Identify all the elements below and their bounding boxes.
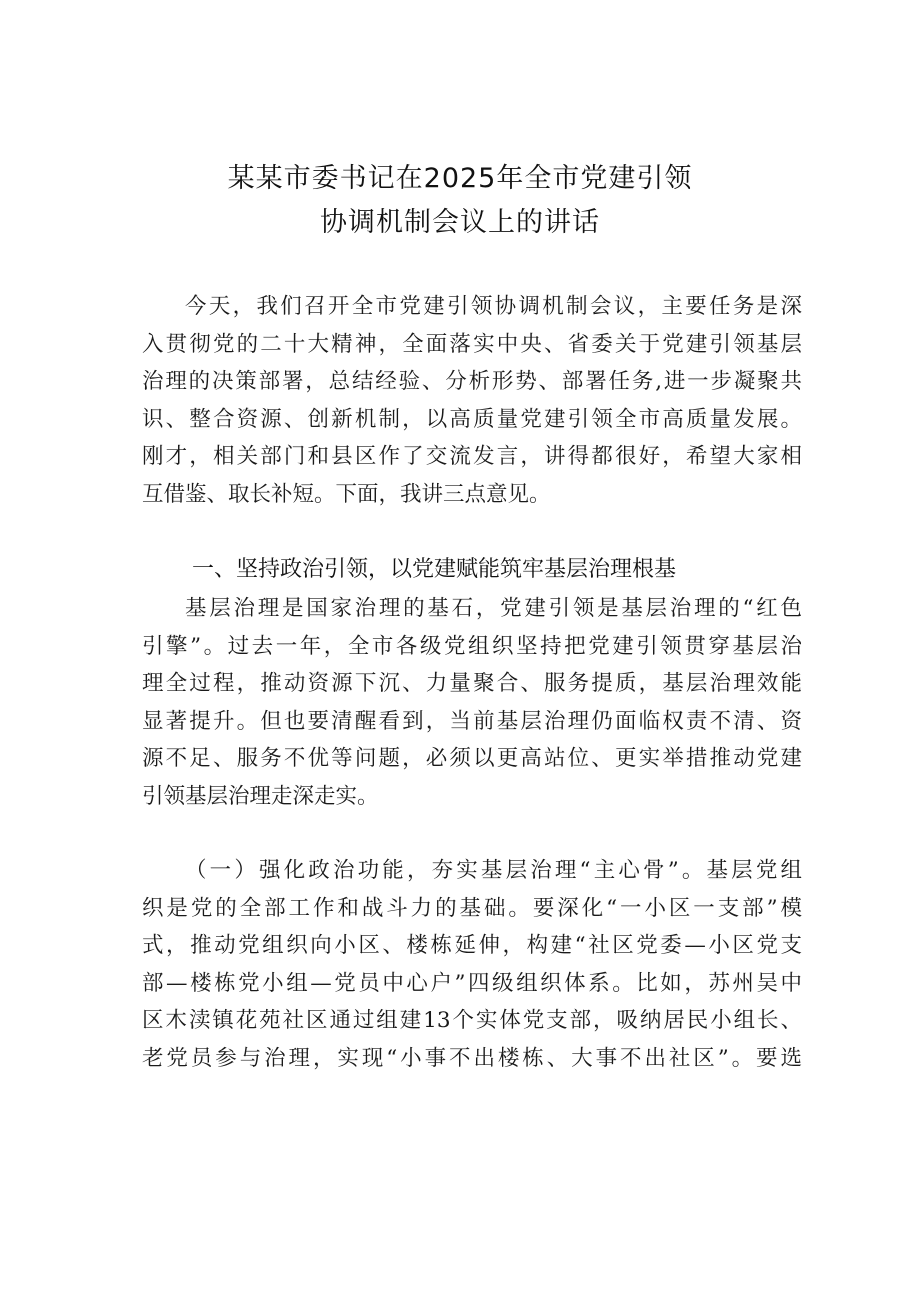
paragraph-line: 入贯彻党的二十大精神，全面落实中央、省委关于党建引领基层 [142,331,802,357]
paragraph-opening [142,288,802,513]
paragraph-line: 基层治理是国家治理的基石，党建引领是基层治理的“红色 [185,596,802,621]
paragraph-line: 式，推动党组织向小区、楼栋延伸，构建“社区党委—小区党支 [142,933,802,958]
paragraph-line: 理全过程，推动资源下沉、力量聚合、服务提质，基层治理效能 [142,671,802,696]
paragraph-line: 部—楼栋党小组—党员中心户”四级组织体系。比如，苏州吴中 [142,970,802,996]
paragraph-line: 识、整合资源、创新机制，以高质量党建引领全市高质量发展。 [142,406,802,432]
paragraph-subsection-1 [142,852,802,1077]
paragraph-line: 引领基层治理走深走实。 [142,783,379,809]
paragraph-line: 显著提升。但也要清醒看到，当前基层治理仍面临权责不清、资 [142,708,802,734]
paragraph-line: 织是党的全部工作和战斗力的基础。要深化“一小区一支部”模 [142,895,802,921]
document-title-line-1: 某某市委书记在2025年全市党建引领 [227,163,693,194]
paragraph-line: 老党员参与治理，实现“小事不出楼栋、大事不出社区”。要选 [142,1045,802,1071]
paragraph-section1-intro [142,590,802,815]
paragraph-line: 引擎”。过去一年，全市各级党组织坚持把党建引领贯穿基层治 [142,633,802,659]
paragraph-line: 区木渎镇花苑社区通过组建13个实体党支部，吸纳居民小组长、 [142,1008,802,1033]
section-heading-1: 一、坚持政治引领，以党建赋能筑牢基层治理根基 [192,557,677,582]
paragraph-line: 源不足、服务不优等问题，必须以更高站位、更实举措推动党建 [142,746,802,771]
paragraph-line: （一）强化政治功能，夯实基层治理“主心骨”。基层党组 [185,858,802,883]
paragraph-line: 刚才，相关部门和县区作了交流发言，讲得都很好，希望大家相 [142,444,802,469]
paragraph-line: 互借鉴、取长补短。下面，我讲三点意见。 [142,481,551,507]
paragraph-line: 治理的决策部署，总结经验、分析形势、部署任务,进一步凝聚共 [142,369,802,394]
paragraph-line: 今天，我们召开全市党建引领协调机制会议，主要任务是深 [185,294,802,319]
document-title-line-2: 协调机制会议上的讲话 [320,207,600,238]
